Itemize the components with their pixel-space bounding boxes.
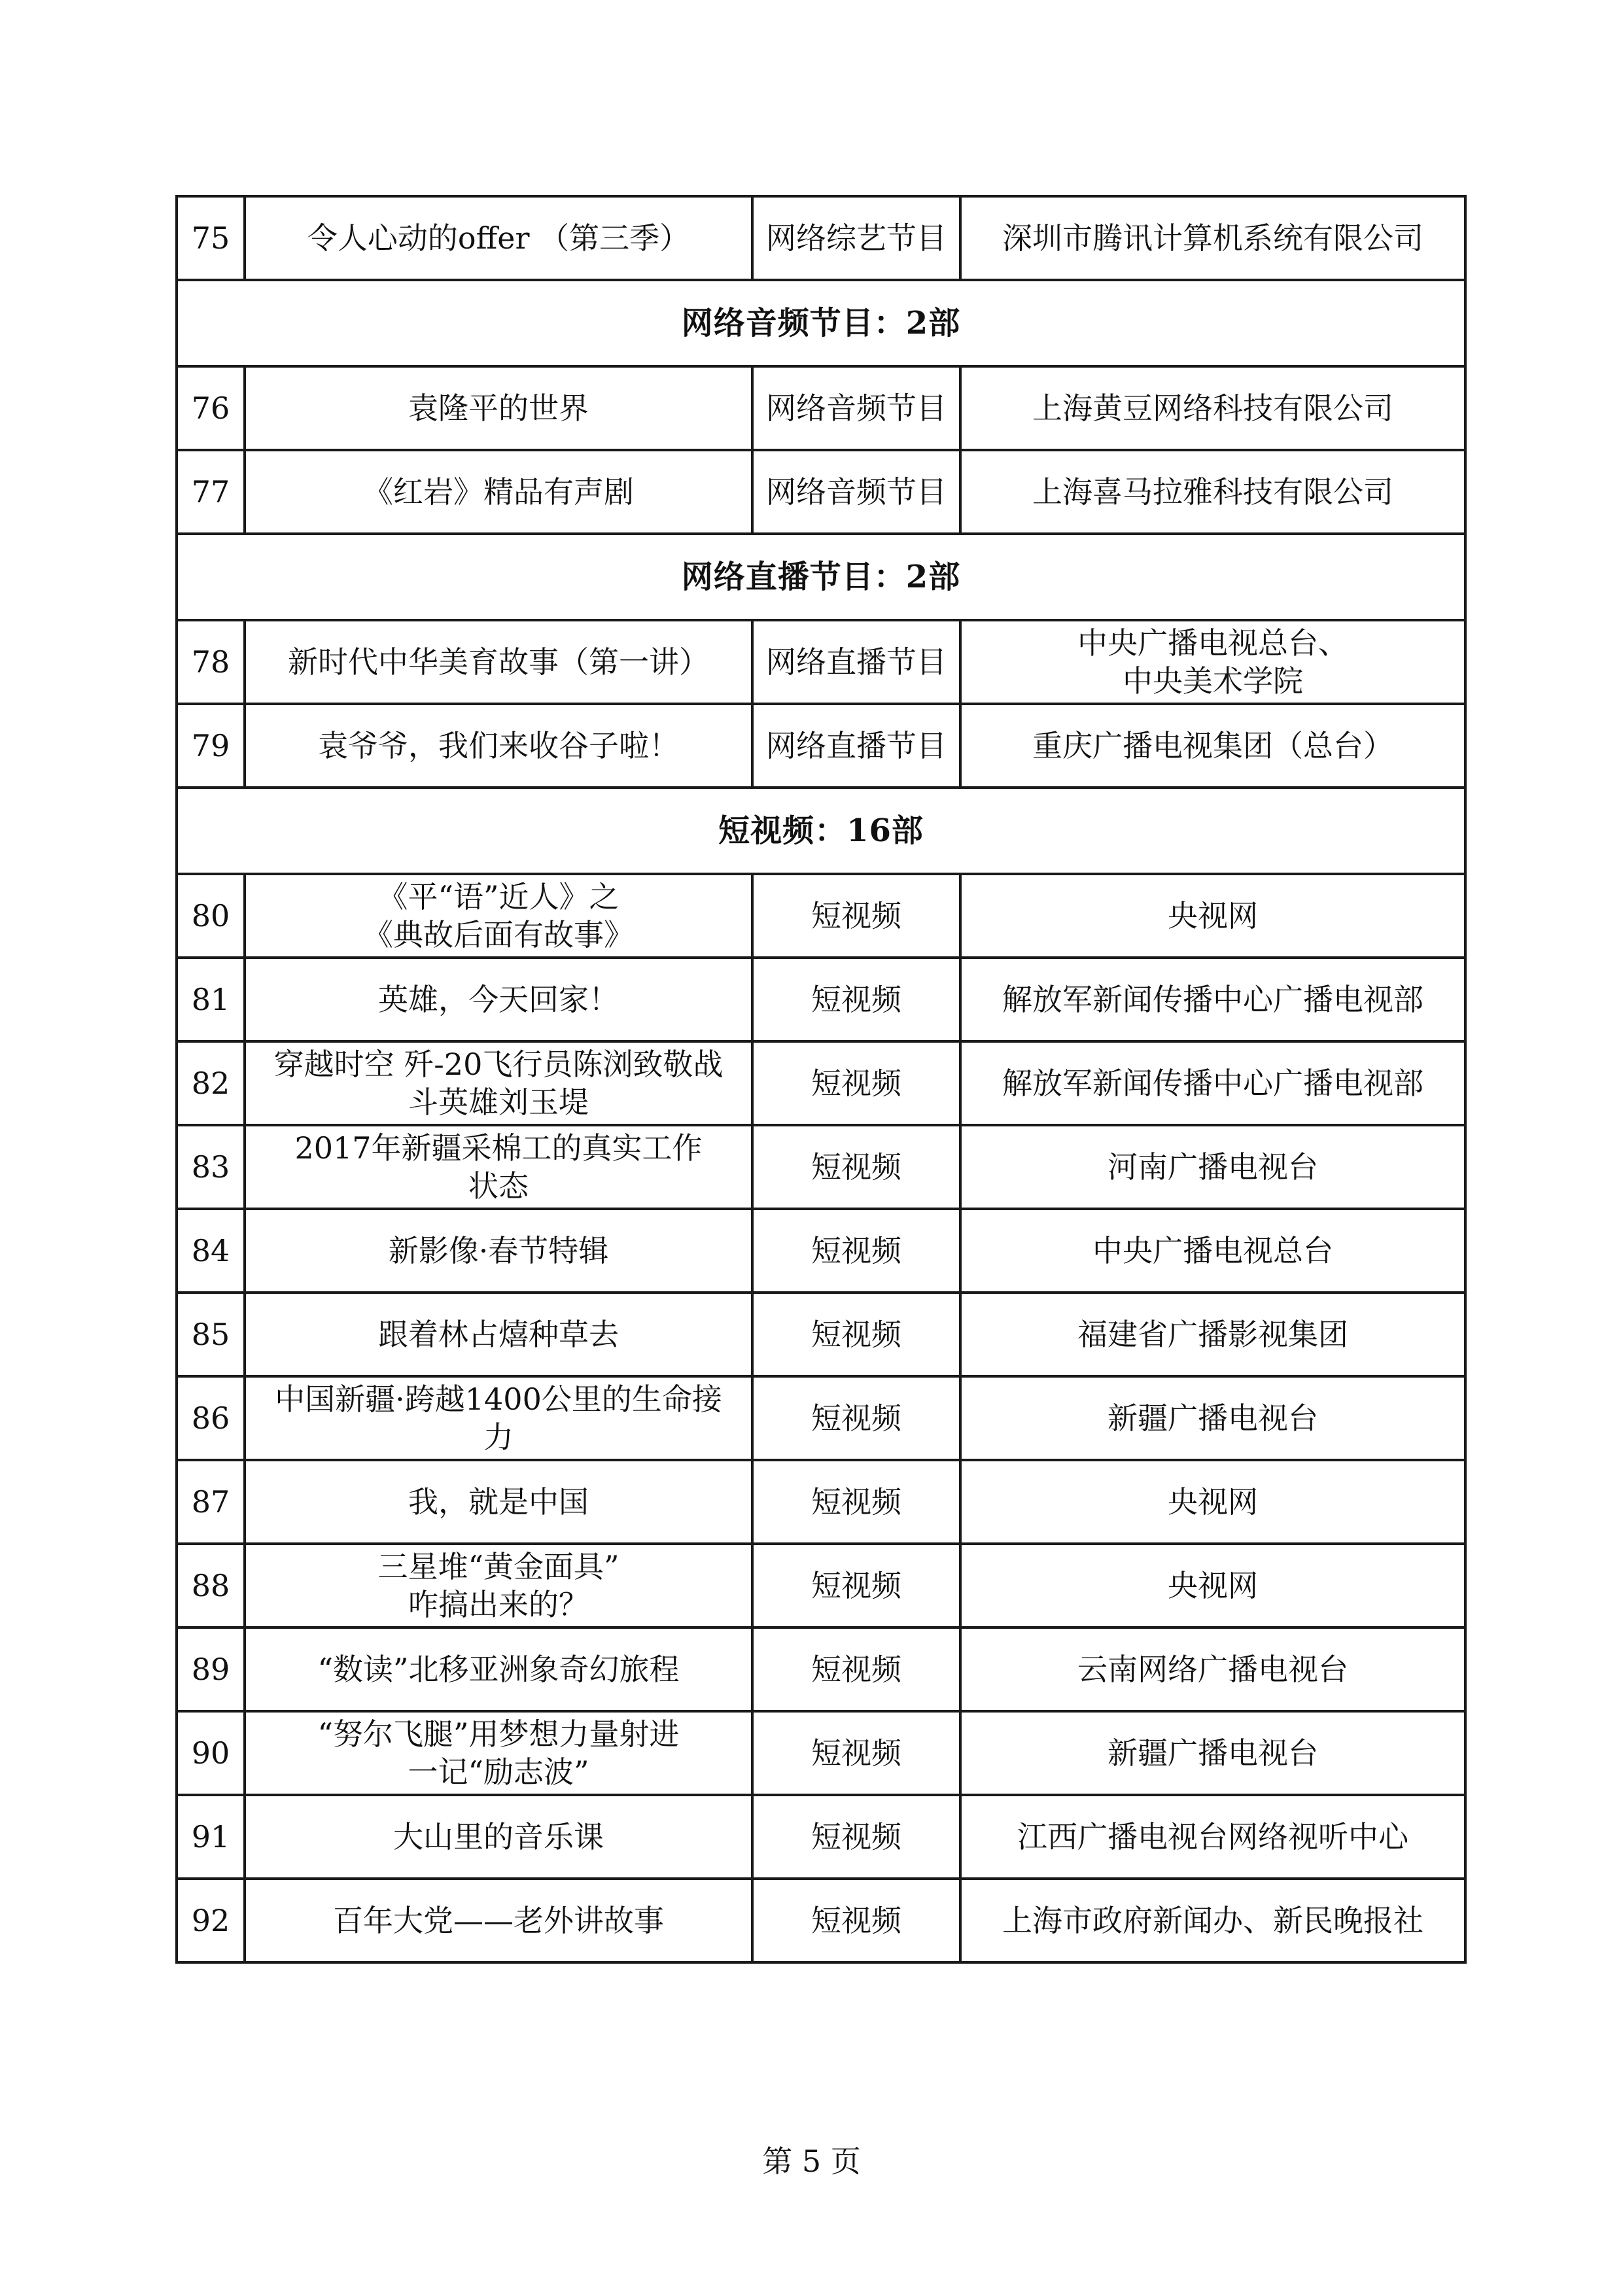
program-title-line: 跟着林占熺种草去: [378, 1317, 619, 1352]
producing-organization: [960, 1209, 1465, 1293]
row-number: 78: [177, 620, 245, 704]
program-title-line: 咋搞出来的？: [408, 1587, 589, 1622]
program-title: [245, 704, 752, 788]
organization-line: 上海市政府新闻办、新民晚报社: [1002, 1903, 1423, 1938]
organization-line: 中央广播电视总台、: [1077, 625, 1348, 661]
producing-organization: [960, 1041, 1465, 1125]
table-row: [177, 1041, 1465, 1125]
section-header-row: [177, 280, 1465, 366]
program-category: 网络直播节目: [752, 704, 960, 788]
program-category: 网络音频节目: [752, 450, 960, 534]
row-number: 81: [177, 958, 245, 1041]
program-title: [245, 1795, 752, 1879]
row-number: 92: [177, 1879, 245, 1962]
program-category: 短视频: [752, 1376, 960, 1460]
row-number: 84: [177, 1209, 245, 1293]
row-number: 76: [177, 366, 245, 450]
row-number: 91: [177, 1795, 245, 1879]
row-number: 88: [177, 1544, 245, 1627]
program-category: 短视频: [752, 1209, 960, 1293]
program-title-line: 令人心动的offer （第三季）: [307, 220, 690, 256]
program-title: [245, 1711, 752, 1795]
producing-organization: [960, 874, 1465, 958]
organization-line: 云南网络广播电视台: [1077, 1652, 1348, 1687]
producing-organization: [960, 1795, 1465, 1879]
producing-organization: [960, 1376, 1465, 1460]
program-title-line: 《典故后面有故事》: [363, 917, 634, 952]
producing-organization: [960, 1711, 1465, 1795]
producing-organization: [960, 1293, 1465, 1376]
program-title-line: 2017年新疆采棉工的真实工作: [294, 1130, 703, 1166]
program-title: [245, 366, 752, 450]
page-number: 第 5 页: [762, 2144, 861, 2179]
program-title: [245, 196, 752, 280]
program-category: 短视频: [752, 1544, 960, 1627]
program-list-table: [175, 195, 1467, 1964]
program-title-line: 我，就是中国: [408, 1484, 589, 1520]
program-title-line: 状态: [468, 1168, 529, 1204]
table-row: [177, 1795, 1465, 1879]
program-category: 短视频: [752, 1795, 960, 1879]
row-number: 79: [177, 704, 245, 788]
program-title: [245, 958, 752, 1041]
organization-line: 上海喜马拉雅科技有限公司: [1032, 474, 1393, 510]
program-title: [245, 874, 752, 958]
producing-organization: [960, 1125, 1465, 1209]
program-title-line: 百年大党——老外讲故事: [333, 1903, 664, 1938]
program-category: 短视频: [752, 1879, 960, 1962]
program-title-line: 英雄，今天回家！: [378, 982, 619, 1017]
row-number: 82: [177, 1041, 245, 1125]
program-title: [245, 620, 752, 704]
producing-organization: [960, 1460, 1465, 1544]
program-title-line: 《红岩》精品有声剧: [363, 474, 634, 510]
program-title-line: 力: [483, 1419, 514, 1455]
row-number: 89: [177, 1627, 245, 1711]
program-category: 网络直播节目: [752, 620, 960, 704]
program-title-line: 新时代中华美育故事（第一讲）: [288, 644, 709, 680]
organization-line: 新疆广播电视台: [1108, 1735, 1318, 1771]
organization-line: 央视网: [1168, 1568, 1258, 1603]
program-title: [245, 1627, 752, 1711]
table-row: [177, 1209, 1465, 1293]
program-title-line: 袁爷爷，我们来收谷子啦！: [318, 728, 679, 763]
program-category: 短视频: [752, 1627, 960, 1711]
program-title: [245, 1460, 752, 1544]
table-row: [177, 1544, 1465, 1627]
table-row: [177, 1460, 1465, 1544]
organization-line: 江西广播电视台网络视听中心: [1017, 1819, 1408, 1854]
program-title: [245, 1125, 752, 1209]
table-row: [177, 1376, 1465, 1460]
producing-organization: [960, 196, 1465, 280]
section-header-label: 网络直播节目：2部: [177, 534, 1465, 620]
program-title-line: 《平“语”近人》之: [377, 879, 620, 914]
organization-line: 中央美术学院: [1123, 663, 1303, 699]
producing-organization: [960, 958, 1465, 1041]
table-row: [177, 1627, 1465, 1711]
organization-line: 解放军新闻传播中心广播电视部: [1002, 1066, 1423, 1101]
program-title-line: 穿越时空 歼-20飞行员陈浏致敬战: [273, 1047, 724, 1082]
program-category: 短视频: [752, 1460, 960, 1544]
organization-line: 央视网: [1168, 1484, 1258, 1520]
organization-line: 河南广播电视台: [1108, 1149, 1318, 1185]
table-row: [177, 1711, 1465, 1795]
program-category: 短视频: [752, 1125, 960, 1209]
organization-line: 上海黄豆网络科技有限公司: [1032, 391, 1393, 426]
program-category: 短视频: [752, 1041, 960, 1125]
program-title-line: 大山里的音乐课: [393, 1819, 604, 1854]
table-row: [177, 620, 1465, 704]
producing-organization: [960, 366, 1465, 450]
section-header-row: [177, 788, 1465, 874]
producing-organization: [960, 1879, 1465, 1962]
program-title-line: “数读”北移亚洲象奇幻旅程: [317, 1652, 680, 1687]
row-number: 80: [177, 874, 245, 958]
section-header-label: 网络音频节目：2部: [177, 280, 1465, 366]
organization-line: 深圳市腾讯计算机系统有限公司: [1002, 220, 1423, 256]
program-title-line: 中国新疆·跨越1400公里的生命接: [275, 1382, 722, 1417]
producing-organization: [960, 1544, 1465, 1627]
table-row: [177, 196, 1465, 280]
program-title-line: 三星堆“黄金面具”: [377, 1549, 620, 1584]
producing-organization: [960, 1627, 1465, 1711]
table-row: [177, 450, 1465, 534]
organization-line: 央视网: [1168, 898, 1258, 933]
program-title: [245, 1041, 752, 1125]
section-header-label: 短视频：16部: [177, 788, 1465, 874]
table-row: [177, 366, 1465, 450]
program-title-line: 一记“励志波”: [408, 1754, 589, 1790]
organization-line: 重庆广播电视集团（总台）: [1032, 728, 1393, 763]
program-title: [245, 1293, 752, 1376]
row-number: 75: [177, 196, 245, 280]
producing-organization: [960, 620, 1465, 704]
row-number: 86: [177, 1376, 245, 1460]
table-row: [177, 874, 1465, 958]
table-row: [177, 1293, 1465, 1376]
table-row: [177, 704, 1465, 788]
producing-organization: [960, 704, 1465, 788]
row-number: 90: [177, 1711, 245, 1795]
program-category: 网络音频节目: [752, 366, 960, 450]
row-number: 83: [177, 1125, 245, 1209]
program-title-line: 袁隆平的世界: [408, 391, 589, 426]
program-category: 短视频: [752, 1711, 960, 1795]
row-number: 87: [177, 1460, 245, 1544]
organization-line: 福建省广播影视集团: [1077, 1317, 1348, 1352]
organization-line: 解放军新闻传播中心广播电视部: [1002, 982, 1423, 1017]
program-title-line: “努尔飞腿”用梦想力量射进: [317, 1716, 680, 1752]
program-title-line: 新影像·春节特辑: [388, 1233, 609, 1268]
row-number: 85: [177, 1293, 245, 1376]
program-list-body: [177, 196, 1465, 1962]
producing-organization: [960, 450, 1465, 534]
program-title: [245, 1544, 752, 1627]
organization-line: 中央广播电视总台: [1092, 1233, 1333, 1268]
program-category: 短视频: [752, 958, 960, 1041]
program-category: 短视频: [752, 874, 960, 958]
program-title: [245, 1209, 752, 1293]
row-number: 77: [177, 450, 245, 534]
section-header-row: [177, 534, 1465, 620]
program-title: [245, 450, 752, 534]
table-row: [177, 1879, 1465, 1962]
table-row: [177, 958, 1465, 1041]
table-row: [177, 1125, 1465, 1209]
program-title: [245, 1376, 752, 1460]
program-category: 短视频: [752, 1293, 960, 1376]
organization-line: 新疆广播电视台: [1108, 1400, 1318, 1436]
program-title: [245, 1879, 752, 1962]
program-category: 网络综艺节目: [752, 196, 960, 280]
program-title-line: 斗英雄刘玉堤: [408, 1085, 589, 1120]
